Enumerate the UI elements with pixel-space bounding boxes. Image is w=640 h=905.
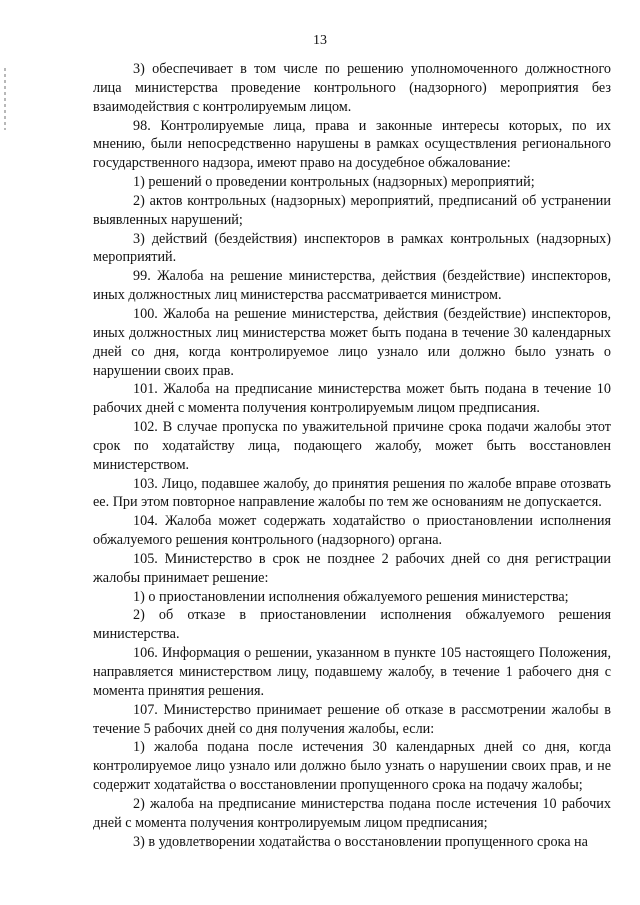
paragraph-clause-3-interaction: 3) обеспечивает в том числе по решению уполномоченного должностного лица министерства проведение контрольного (надзорного) мероприятия без взаимодействия с контролируемым лицом. <box>93 61 611 115</box>
paragraph-98-item-2: 2) актов контрольных (надзорных) мероприятий, предписаний об устранении выявленных нарушений; <box>93 192 611 228</box>
paragraph-101: 101. Жалоба на предписание министерства может быть подана в течение 10 рабочих дней с момента получения контролируемым лицом предписания. <box>93 381 611 417</box>
paragraph-98-item-3: 3) действий (бездействия) инспекторов в рамках контрольных (надзорных) мероприятий. <box>93 230 611 266</box>
paragraph-105-item-2: 2) об отказе в приостановлении исполнения обжалуемого решения министерства. <box>93 607 611 643</box>
paragraph-107-item-2: 2) жалоба на предписание министерства подана после истечения 10 рабочих дней с момента получения контролируемым лицом предписания; <box>93 795 611 831</box>
paragraph-100: 100. Жалоба на решение министерства, действия (бездействие) инспекторов, иных должностных лиц министерства может быть подана в течение 30 календарных дней со дня, когда контролируемое лицо узнало или должно было узнать о нарушении своих прав. <box>93 305 611 379</box>
page-number: 13 <box>313 33 327 48</box>
paragraph-104: 104. Жалоба может содержать ходатайство о приостановлении исполнения обжалуемого решения контрольного (надзорного) органа. <box>93 513 611 549</box>
paragraph-98: 98. Контролируемые лица, права и законные интересы которых, по их мнению, были непосредственно нарушены в рамках осуществления регионального государственного надзора, имеют право на досудебное обжалование: <box>93 117 611 172</box>
paragraph-106: 106. Информация о решении, указанном в пункте 105 настоящего Положения, направляется министерством лицу, подавшему жалобу, в течение 1 рабочего дня с момента принятия решения. <box>93 645 611 699</box>
paragraph-98-item-1: 1) решений о проведении контрольных (надзорных) мероприятий; <box>133 174 535 191</box>
paragraph-103: 103. Лицо, подавшее жалобу, до принятия решения по жалобе вправе отозвать ее. При этом повторное направление жалобы по тем же основаниям не допускается. <box>93 475 611 511</box>
paragraph-107-item-1: 1) жалоба подана после истечения 30 календарных дней со дня, когда контролируемое лицо узнало или должно было узнать о нарушении своих прав, и не содержит ходатайства о восстановлении пропущенного срока на подачу жалобы; <box>93 739 611 794</box>
paragraph-105-item-1: 1) о приостановлении исполнения обжалуемого решения министерства; <box>133 588 569 605</box>
paragraph-107-item-3: 3) в удовлетворении ходатайства о восстановлении пропущенного срока на <box>133 833 588 850</box>
scan-margin-mark <box>4 68 6 130</box>
paragraph-102: 102. В случае пропуска по уважительной причине срока подачи жалобы этот срок по ходатайству лица, подающего жалобу, может быть восстановлен министерством. <box>93 419 611 473</box>
paragraph-99: 99. Жалоба на решение министерства, действия (бездействие) инспекторов, иных должностных лиц министерства рассматривается министром. <box>93 268 611 304</box>
paragraph-107: 107. Министерство принимает решение об отказе в рассмотрении жалобы в течение 5 рабочих дней со дня получения жалобы, если: <box>93 701 611 737</box>
document-body <box>93 60 611 851</box>
paragraph-105: 105. Министерство в срок не позднее 2 рабочих дней со дня регистрации жалобы принимает решение: <box>93 550 611 586</box>
